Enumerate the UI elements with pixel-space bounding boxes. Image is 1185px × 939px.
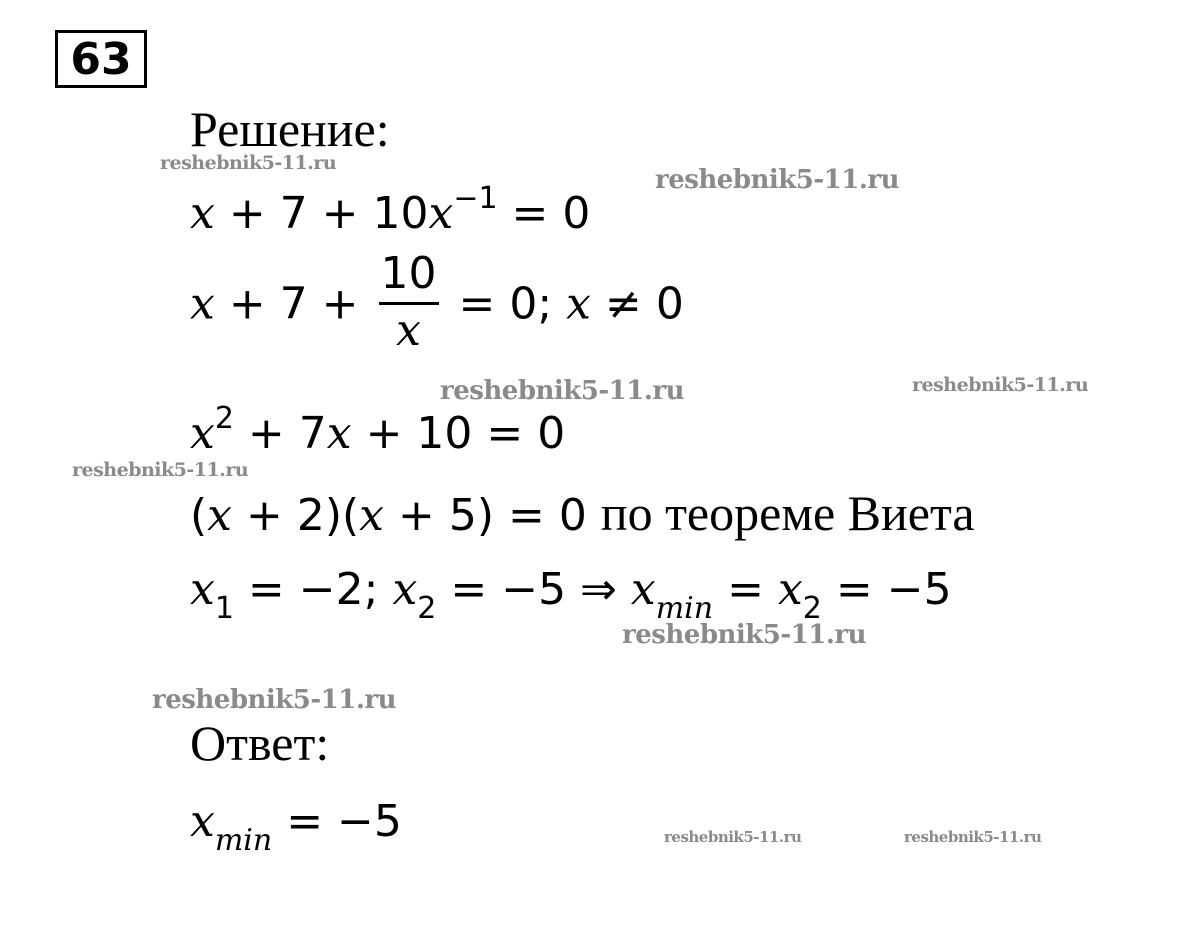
watermark: reshebnik5-11.ru — [912, 374, 1089, 396]
answer-equation: $x_{min} = -5$ — [190, 796, 402, 858]
equation-step-1: $x + 7 + 10x^{-1} = 0$ — [190, 181, 591, 239]
watermark: reshebnik5-11.ru — [152, 685, 397, 715]
equation-step-4: (x + 2)(x + 5) = 0 по теореме Виета — [190, 485, 975, 541]
answer-heading: Ответ: — [190, 715, 330, 771]
watermark: reshebnik5-11.ru — [160, 152, 337, 174]
watermark: reshebnik5-11.ru — [904, 828, 1042, 846]
problem-number: 63 — [55, 30, 147, 88]
watermark: reshebnik5-11.ru — [72, 459, 249, 481]
watermark: reshebnik5-11.ru — [440, 376, 685, 406]
watermark: reshebnik5-11.ru — [622, 620, 867, 650]
watermark: reshebnik5-11.ru — [664, 828, 802, 846]
equation-step-2: x + 7 + $\frac{10}{x}$ = 0; x ≠ 0 — [190, 248, 684, 356]
equation-step-3: $x^2 + 7x + 10 = 0$ — [190, 401, 566, 459]
equation-step-5: $x_1 = -2$; $x_2 = -5$ ⇒ $x_{min} = x_2 = -5$ — [190, 564, 952, 626]
solution-heading: Решение: — [190, 101, 390, 157]
watermark: reshebnik5-11.ru — [655, 165, 900, 195]
fraction: $\frac{10}{x}$ — [380, 248, 437, 356]
